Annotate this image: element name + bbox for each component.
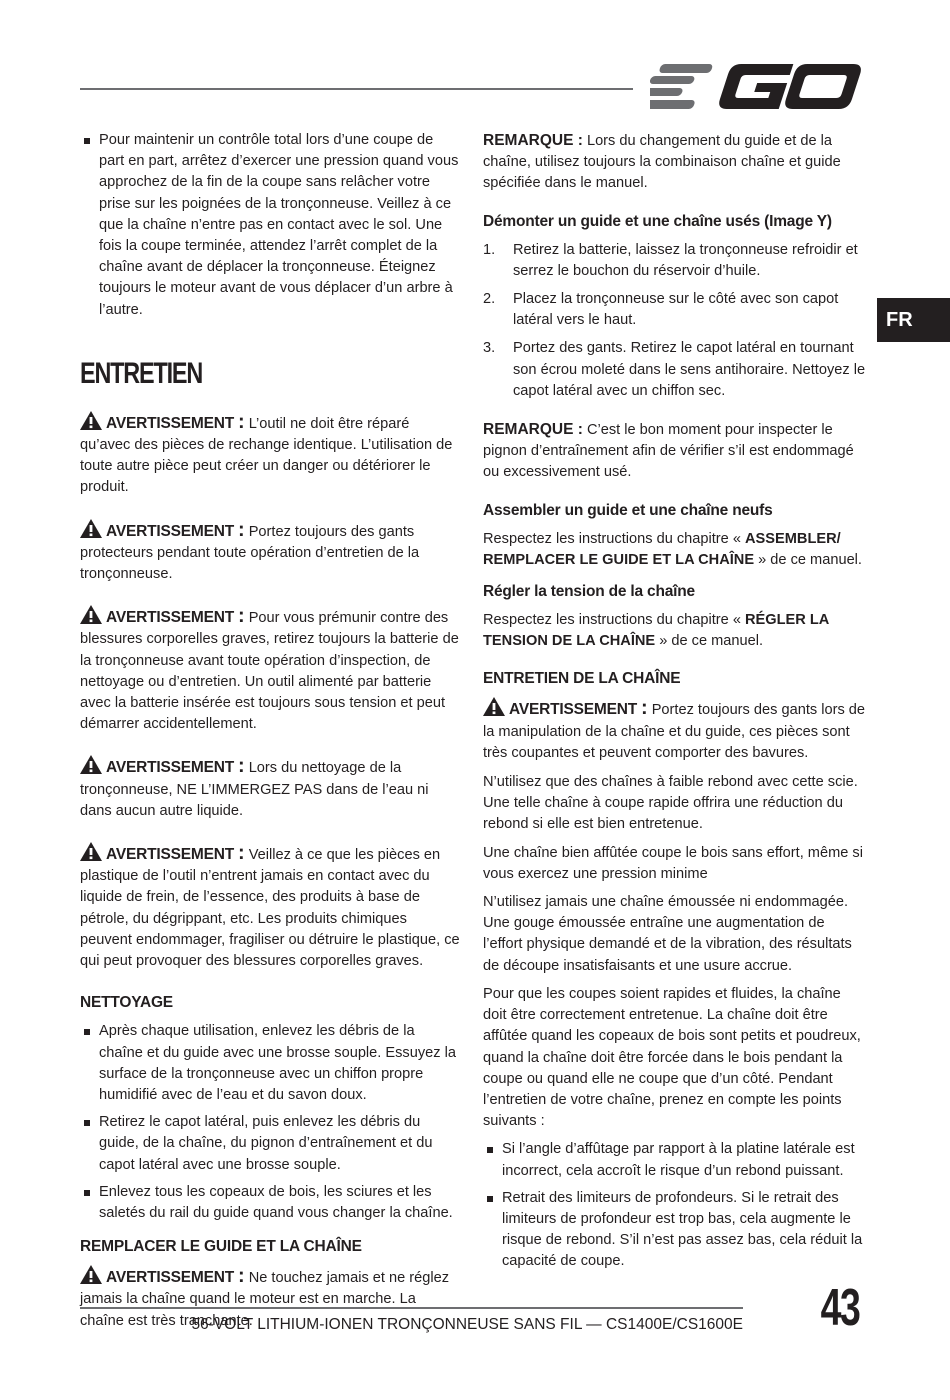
step-text: Portez des gants. Retirez le capot latéral en tournant son écrou moleté dans le sens antihoraire. Nettoyez le capot latéral avec un chiffon sec. xyxy=(513,340,866,399)
step-text: Placez la tronçonneuse sur le côté avec son capot latéral vers le haut. xyxy=(513,291,839,329)
footer-title: 56-VOLT LITHIUM-IONEN TRONÇONNEUSE SANS FIL — CS1400E/CS1600E xyxy=(191,1316,743,1333)
step-text: Retirez la batterie, laissez la tronçonneuse refroidir et serrez le bouchon du réservoir d’huile. xyxy=(513,241,858,279)
warning-text: Portez toujours des gants protecteurs pendant toute opération d’entretien de la tronçonneuse. xyxy=(80,523,420,583)
warning-colon: : xyxy=(238,1265,245,1288)
footer-rule xyxy=(80,1307,743,1309)
warning-icon xyxy=(80,1265,102,1284)
step-item xyxy=(483,289,867,331)
language-tab: FR xyxy=(877,298,950,342)
warning-block xyxy=(80,755,462,822)
assemble-pre: Respectez les instructions du chapitre « xyxy=(483,530,746,547)
assemble-ref: ASSEMBLER/ REMPLACER LE GUIDE ET LA CHAÎNE xyxy=(483,530,841,568)
list-item: Si l’angle d’affûtage par rapport à la platine latérale est incorrect, cela accroît le risque d’un rebond puissant. xyxy=(483,1139,867,1181)
list-item: Retrait des limiteurs de profondeurs. Si le retrait des limiteurs de profondeur est trop bas, cela augmente le risque de rebond. S’il n’est pas assez bas, cela réduit la capacité de coupe. xyxy=(483,1188,867,1273)
tension-heading: Régler la tension de la chaîne xyxy=(483,583,695,601)
chain-paragraph: Pour que les coupes soient rapides et fluides, la chaîne doit être correctement entretenue. La chaîne doit être affûtée quand les copeaux de bois sont petits et poudreux, quand la chaîne doit être forcée dans le bois pendant la coupe ou quand elle ne coupe que d’un côté. Pendant l’entretien de votre chaîne, prenez en compte les points suivants : xyxy=(483,985,861,1130)
chain-points-list xyxy=(483,1139,867,1272)
tension-pre: Respectez les instructions du chapitre « xyxy=(483,612,746,629)
list-item: Pour maintenir un contrôle total lors d’une coupe de part en part, arrêtez d’exercer une pression quand vous approchez de la fin de la coupe sans relâcher votre prise sur les poignées de la tronçonneuse. Veillez à ce que la chaîne n’entre pas en contact avec le sol. Une fois la coupe terminée, attendez l’arrêt complet de la chaîne avant de déplacer la tronçonneuse. Éteignez toujours le moteur avant de vous déplacer d’un arbre à l’autre. xyxy=(80,130,462,321)
note-label: REMARQUE : xyxy=(483,421,583,439)
warning-text: Ne touchez jamais et ne réglez jamais la chaîne quand le moteur est en marche. La chaîne est très tranchante. xyxy=(80,1270,450,1329)
warning-text: Portez toujours des gants lors de la manipulation de la chaîne et du guide, ces pièces sont très coupantes et peuvent comporter des bavures. xyxy=(483,702,866,761)
warning-block xyxy=(80,411,462,499)
warning-colon: : xyxy=(238,605,245,628)
warning-label: AVERTISSEMENT xyxy=(106,1269,235,1287)
warning-text: Veillez à ce que les pièces en plastique de l’outil n’entrent jamais en contact avec du liquide de frein, de l’essence, des produits à base de pétrole, du dégrippant, etc. Les produits chimiques peuvent endommager, fragiliser ou détruire le plastique, ce qui peut provoquer des blessures corporelles graves. xyxy=(80,847,460,970)
page-number: 43 xyxy=(820,1279,860,1337)
warning-text: L’outil ne doit être réparé qu’avec des pièces de rechange identique. L’utilisation de toute autre pièce peut créer un danger ou détériorer le produit. xyxy=(80,415,453,496)
replace-heading: REMPLACER LE GUIDE ET LA CHAÎNE xyxy=(80,1238,362,1256)
step-number: 3. xyxy=(483,340,496,357)
cleaning-heading: NETTOYAGE xyxy=(80,994,173,1012)
chain-paragraph: N’utilisez jamais une chaîne émoussée ni endommagée. Une gouge émoussée entraîne une augmentation de l’effort physique demandé et de la vibration, des résultats de découpe insatisfaisants et une usure accrue. xyxy=(483,894,852,974)
step-number: 1. xyxy=(483,241,496,258)
warning-icon xyxy=(80,605,102,624)
step-item xyxy=(483,338,867,402)
warning-icon xyxy=(80,842,102,861)
warning-label: AVERTISSEMENT xyxy=(509,701,638,719)
note-label: REMARQUE : xyxy=(483,132,583,149)
warning-colon: : xyxy=(238,410,245,433)
warning-icon xyxy=(80,411,102,430)
left-column xyxy=(80,130,462,1352)
note-paragraph xyxy=(483,419,867,484)
warning-block xyxy=(80,842,462,972)
tension-post: » de ce manuel. xyxy=(655,633,764,650)
warning-colon: : xyxy=(641,697,648,720)
warning-text: Pour vous prémunir contre des blessures corporelles graves, retirez toujours la batterie de la tronçonneuse avant toute opération d’inspection, de nettoyage ou d’entretien. Un outil alimenté par batterie avec la batterie insérée est toujours sous tension et peut démarrer accidentellement. xyxy=(80,610,459,733)
note-text: C’est le bon moment pour inspecter le pignon d’entraînement afin de vérifier s’il est endommagé ou excessivement usé. xyxy=(483,422,854,481)
assemble-post: » de ce manuel. xyxy=(754,551,862,568)
tension-ref: RÉGLER LA TENSION DE LA CHAÎNE xyxy=(483,612,829,650)
dismantle-steps xyxy=(483,240,867,402)
dismantle-heading: Démonter un guide et une chaîne usés (Image Y) xyxy=(483,212,832,230)
warning-label: AVERTISSEMENT xyxy=(106,846,235,864)
warning-label: AVERTISSEMENT xyxy=(106,522,235,540)
warning-label: AVERTISSEMENT xyxy=(106,414,235,432)
chain-paragraph: Une chaîne bien affûtée coupe le bois sans effort, même si vous exercez une pression minime xyxy=(483,844,863,882)
list-item: Enlevez tous les copeaux de bois, les sciures et les saletés du rail du guide quand vous changer la chaîne. xyxy=(80,1182,462,1224)
tension-paragraph xyxy=(483,610,867,652)
cleaning-list xyxy=(80,1021,462,1224)
warning-colon: : xyxy=(238,755,245,778)
list-item: Retirez le capot latéral, puis enlevez les débris du guide, de la chaîne, du pignon d’entraînement et du capot latéral avec une brosse souple. xyxy=(80,1112,462,1176)
warning-text: Lors du nettoyage de la tronçonneuse, NE L’IMMERGEZ PAS dans de l’eau ni dans aucun autre liquide. xyxy=(80,760,429,819)
list-item: Après chaque utilisation, enlevez les débris de la chaîne et du guide avec une brosse souple. Essuyez la surface de la tronçonneuse avec un chiffon propre humidifié avec de l’eau et du savon doux. xyxy=(80,1021,462,1106)
header-rule xyxy=(80,88,633,90)
warning-block xyxy=(80,519,462,586)
warning-label: AVERTISSEMENT xyxy=(106,609,235,627)
note-paragraph xyxy=(483,130,867,195)
step-number: 2. xyxy=(483,291,496,308)
right-column xyxy=(483,130,867,1279)
intro-list xyxy=(80,130,462,321)
chain-maintenance-heading: ENTRETIEN DE LA CHAÎNE xyxy=(483,670,681,688)
section-title: ENTRETIEN xyxy=(80,356,203,390)
warning-colon: : xyxy=(238,518,245,541)
warning-icon xyxy=(483,697,505,716)
warning-block xyxy=(80,605,462,735)
ego-logo xyxy=(650,62,862,112)
step-item xyxy=(483,240,867,282)
warning-label: AVERTISSEMENT xyxy=(106,759,235,777)
warning-icon xyxy=(80,519,102,538)
warning-colon: : xyxy=(238,842,245,865)
assemble-paragraph xyxy=(483,529,867,571)
note-text: Lors du changement du guide et de la chaîne, utilisez toujours la combinaison chaîne et guide spécifiée dans le manuel. xyxy=(483,133,841,192)
assemble-heading: Assembler un guide et une chaîne neufs xyxy=(483,501,773,519)
chain-paragraph: N’utilisez que des chaînes à faible rebond avec cette scie. Une telle chaîne à coupe rapide offrira une réduction du rebond si elle est bien entretenue. xyxy=(483,774,858,833)
warning-icon xyxy=(80,755,102,774)
warning-block xyxy=(483,697,867,764)
